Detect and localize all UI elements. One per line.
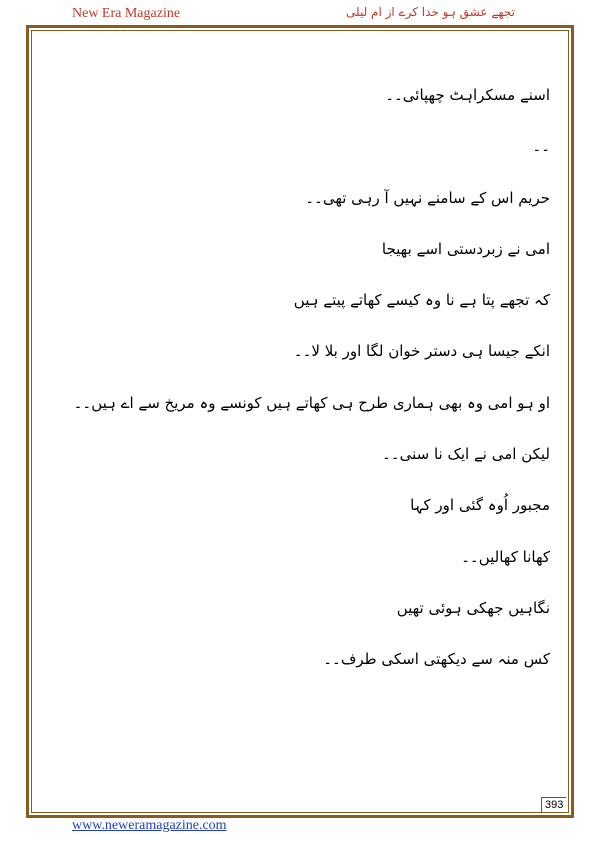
- magazine-name: New Era Magazine: [72, 6, 181, 21]
- body-line: انکے جیسا ہی دستر خوان لگا اور بلا لا۔۔: [293, 342, 550, 361]
- body-line: اسنے مسکراہٹ چھپائی۔۔: [385, 86, 550, 104]
- body-line: مجبور اُوہ گئی اور کہا: [410, 496, 550, 515]
- body-line: کس منہ سے دیکھتی اسکی طرف۔۔: [323, 650, 550, 669]
- body-line: امی نے زبردستی اسے بھیجا: [381, 239, 550, 258]
- body-line: لیکن امی نے ایک نا سنی۔۔: [382, 445, 550, 464]
- body-line: کہ تجھے پتا ہے نا وہ کیسے کھاتے پیتے ہیں: [293, 291, 550, 310]
- body-line: نگاہیں جھکی ہوئی تھیں: [396, 598, 550, 617]
- story-title: تجھے عشق ہو خدا کرے از ام لیلی: [345, 5, 515, 19]
- body-line: کھانا کھالیں۔۔: [461, 547, 550, 566]
- body-line: او ہو امی وہ بھی ہماری طرح ہی کھاتے ہیں کونسے وہ مریخ سے اے ہیں۔۔: [73, 393, 550, 412]
- body-line: حریم اس کے سامنے نہیں آ رہی تھی۔۔: [305, 188, 550, 207]
- website-link[interactable]: www.neweramagazine.com: [72, 818, 227, 833]
- body-line: ۔۔: [532, 137, 550, 156]
- story-body: [70, 82, 550, 698]
- page-number: 393: [541, 797, 566, 812]
